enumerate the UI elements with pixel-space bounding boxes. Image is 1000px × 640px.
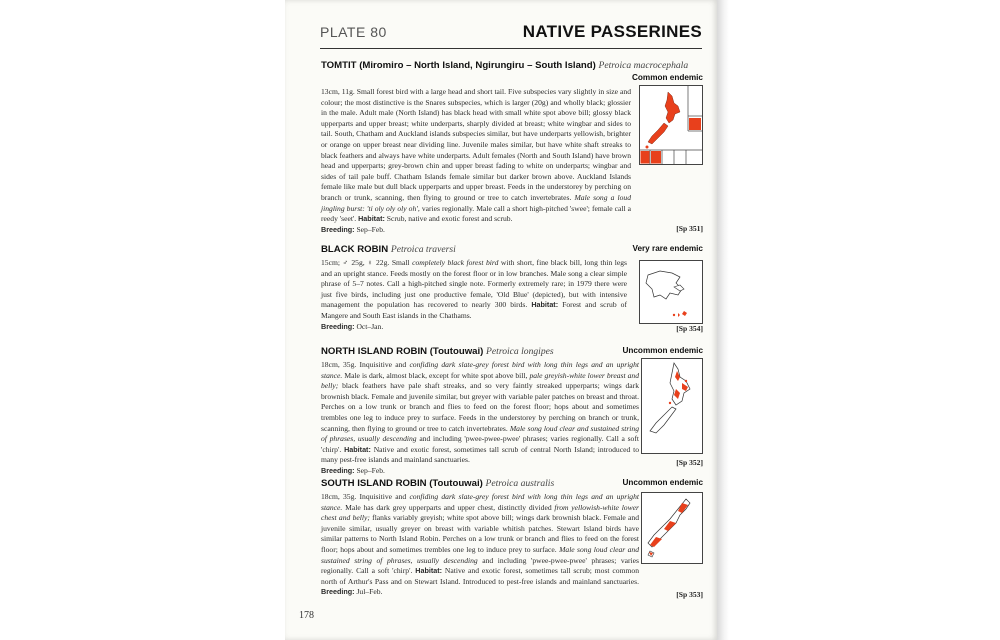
habitat-text: Native and exotic forest, sometimes tall scrub; most common north of Arthur's Pass and on Stewart Island. Introduced to pest-free islands and mainland sanctuaries.	[321, 566, 639, 586]
breeding-label: Breeding:	[321, 465, 355, 475]
species-reference: [Sp 351]	[676, 224, 703, 233]
emphasis-2-text: from yellowish-white lower chest and belly;	[321, 502, 639, 523]
entry-black-robin	[321, 244, 703, 340]
species-description	[321, 87, 631, 233]
status-label: Very rare endemic	[632, 244, 703, 253]
entry-title	[321, 346, 554, 357]
scientific-name: Petroica australis	[485, 478, 555, 489]
species-name: SOUTH ISLAND ROBIN (Toutouwai)	[321, 478, 483, 489]
book-page	[285, 0, 717, 640]
page-edge	[717, 0, 729, 640]
entry-south-island-robin	[321, 478, 703, 602]
scientific-name: Petroica macrocephala	[598, 60, 689, 71]
description-text: with short, fine black bill, long thin legs and an upright stance. Feeds mostly on the forest floor or in low branches. Male song a clear simple phrase of 5–7 notes. Call a high-pitched single note. Formerly extremely rare; in 1979 there were just five birds, including just one productive female, 'Old Blue' (depicted), but with intensive management the population has recovered to nearly 300 birds.	[321, 258, 627, 310]
entry-tomtit	[321, 60, 703, 240]
breeding-text: Jul–Feb.	[356, 587, 383, 597]
song-after-text: and including 'pwee-pwee-pwee' phrases; varies regionally. Call a soft 'chirp'.	[321, 555, 639, 576]
entry-title	[321, 478, 554, 489]
song-text: Male song a loud jingling burst: 'ti oly oly oly oh',	[321, 192, 631, 213]
emphasis-text: completely black forest bird	[412, 258, 499, 267]
distribution-map	[639, 260, 703, 324]
species-reference: [Sp 352]	[676, 458, 703, 467]
species-description	[321, 492, 639, 600]
plate-number: PLATE 80	[320, 24, 387, 40]
entry-title	[321, 60, 688, 71]
emphasis-text: confiding dark slate-grey forest bird with long thin legs and an upright stance.	[321, 360, 640, 380]
description-text: black feathers have pale shaft streaks, and so very faintly streaked upperparts; wings dark brownish black. Female and juvenile similar, but greyer with variable paler patches on breast and throat. Perches on a low trunk or branch and flies to feed on the forest floor; hops about and sometimes trembles one leg to induce prey to surface. Feeds in the understorey by perching on branch or trunk, scanning, then flying to ground or tree to catch invertebrates.	[321, 381, 639, 433]
status-label: Common endemic	[632, 73, 703, 82]
species-reference: [Sp 354]	[676, 324, 703, 333]
section-title: NATIVE PASSERINES	[522, 22, 702, 41]
entry-north-island-robin	[321, 346, 703, 475]
species-description	[321, 360, 640, 475]
species-name: TOMTIT (Miromiro – North Island, Ngirungiru – South Island)	[321, 60, 596, 71]
song-after-text: and including 'pwee-pwee-pwee' phrases; varies regionally. Call a soft 'chirp'.	[321, 434, 639, 454]
breeding-label: Breeding:	[321, 224, 355, 234]
species-reference: [Sp 353]	[676, 590, 703, 599]
breeding-label: Breeding:	[321, 321, 355, 331]
scientific-name: Petroica traversi	[390, 244, 456, 255]
distribution-map	[639, 85, 703, 165]
species-name: NORTH ISLAND ROBIN (Toutouwai)	[321, 346, 484, 357]
habitat-text: Native and exotic forest, sometimes tall scrub of central North Island; introduced to many pest-free islands and mainland sanctuaries.	[321, 444, 640, 465]
entry-title	[321, 244, 456, 255]
description-a-text: Male has dark grey upperparts and upper chest, distinctly divided	[345, 502, 552, 512]
song-text: Male song loud clear and sustained string of phrases, usually descending	[321, 423, 640, 444]
scientific-name: Petroica longipes	[486, 346, 554, 357]
species-description	[321, 258, 627, 342]
size-text: 18cm, 35g. Inquisitive and	[321, 360, 407, 369]
size-text: 18cm, 35g. Inquisitive and	[321, 492, 407, 501]
habitat-text: Forest and scrub of Mangere and South East islands in the Chathams.	[321, 300, 627, 320]
breeding-text: Oct–Jan.	[356, 321, 384, 331]
habitat-label: Habitat:	[531, 300, 559, 310]
status-label: Uncommon endemic	[622, 346, 703, 355]
size-text: 15cm; ♂ 25g, ♀ 22g. Small	[321, 258, 410, 267]
habitat-text: Scrub, native and exotic forest and scrub.	[386, 214, 513, 224]
breeding-text: Sep–Feb.	[356, 224, 385, 234]
emphasis-2-text: pale greyish-white lower breast and belly;	[321, 370, 639, 391]
page-number: 178	[299, 610, 314, 621]
emphasis-text: confiding dark slate-grey forest bird with long thin legs and an upright stance.	[321, 492, 640, 512]
description-text: flanks variably greyish; white spot above bill; wings dark brownish black. Female and juvenile similar, usually greyer on breast with variable whitish patches. Stewart Island birds have similar patterns to North Island Robin. Perches on a low trunk or branch and flies to feed on the forest floor; hops about and sometimes trembles one leg to induce prey to surface.	[321, 513, 640, 554]
song-after-text: varies regionally. Male call a short high-pitched 'swee'; female call a reedy 'seet'.	[321, 203, 632, 224]
habitat-label: Habitat:	[358, 214, 385, 224]
song-text: Male song loud clear and sustained string of phrases, usually descending	[321, 544, 639, 565]
distribution-map	[641, 492, 703, 564]
breeding-label: Breeding:	[321, 587, 355, 597]
habitat-label: Habitat:	[344, 444, 371, 454]
description-text: 13cm, 11g. Small forest bird with a large head and short tail. Five subspecies vary slightly in size and colour; the most distinctive is the Snares subspecies, which is larger (20g) and wholly black; glossier in the male. Adult male (North Island) has black head with small white spot above bill; glossy black upperparts and upper breast; white underparts, sharply divided at breast; white wingbar and sides to tail. South, Chatham and Auckland islands subspecies similar, but have underparts yellowish, brighter or orange on upper breast near dividing line. Juvenile males similar, but have white shaft streaks to black feathers and always have white underparts. Adult females (North and South Island) have brown head and upperparts; grey-brown chin and upper breast fading to white on underparts; wingbar and sides of tail pale buff. Chatham Islands female similar but darker brown above. Auckland Islands female like male but dull black upperparts and upper breast. Feeds in the understorey by perching on branch or trunk, scanning, then flying to ground or tree to catch invertebrates.	[321, 87, 631, 202]
distribution-map	[641, 358, 703, 454]
status-label: Uncommon endemic	[622, 478, 703, 487]
habitat-label: Habitat:	[415, 566, 443, 576]
species-name: BLACK ROBIN	[321, 244, 389, 255]
description-a-text: Male is dark, almost black, except for white spot above bill,	[344, 370, 528, 380]
breeding-text: Sep–Feb.	[356, 465, 385, 475]
page-header	[320, 22, 702, 49]
